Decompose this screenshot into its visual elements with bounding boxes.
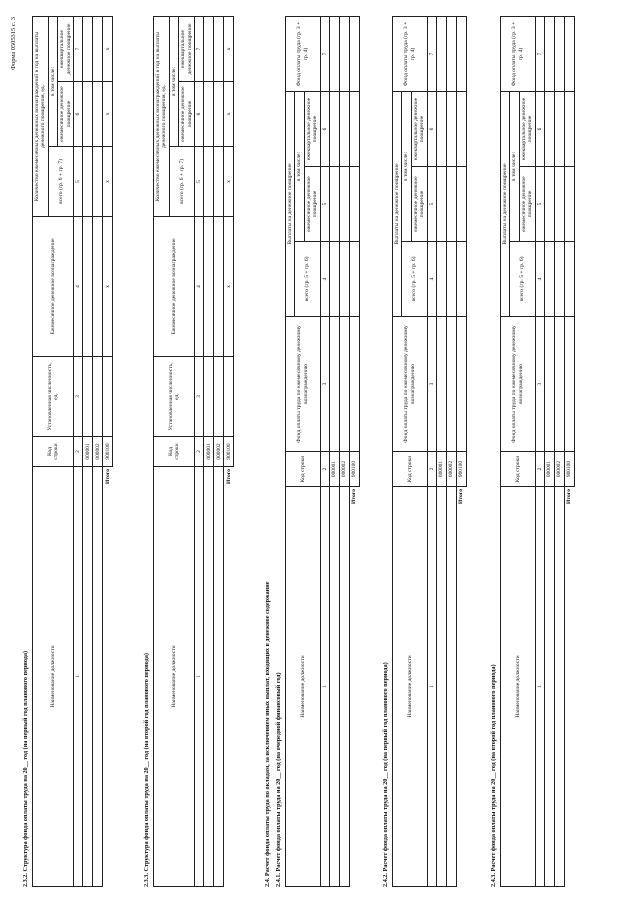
col-head-staff: Установленная численность, ед. — [154, 357, 195, 437]
col-number: 6 — [74, 82, 83, 147]
section-title: 2.3.3. Структура фонда оплаты труда на 20__ год (на второй год планового периода) — [143, 653, 150, 887]
table-row — [214, 17, 224, 887]
col-number: 5 — [320, 167, 329, 242]
col-number: 2 — [74, 437, 83, 467]
col-number: 1 — [195, 467, 204, 887]
col-head-incl: в том числе: — [295, 92, 304, 242]
col-number: 3 — [74, 357, 83, 437]
total-row — [349, 17, 359, 887]
col-number: 5 — [535, 167, 544, 242]
col-head-incl: в том числе: — [169, 17, 178, 147]
total-row — [564, 17, 574, 887]
col-head-staff: Установленная численность, ед. — [33, 357, 74, 437]
total-code: 900100 — [224, 437, 234, 467]
col-number: 1 — [427, 487, 436, 887]
col-head-payments: Выплаты на денежное поощрение — [286, 92, 295, 317]
col-number: 3 — [535, 317, 544, 452]
col-head-monthly-bonus: ежемесячное денежное поощрение — [304, 167, 320, 242]
form-number: Форма 0505315 с. 3 — [10, 17, 17, 70]
col-number: 6 — [320, 92, 329, 167]
col-number: 6 — [535, 92, 544, 167]
col-head-name: Наименование должности — [33, 467, 74, 887]
col-head-name: Наименование должности — [501, 487, 536, 887]
total-label: Итого — [104, 469, 111, 485]
table-row — [204, 17, 214, 887]
col-head-monthly-bonus: ежемесячное денежное поощрение — [519, 167, 535, 242]
col-number: 7 — [427, 17, 436, 92]
col-head-name: Наименование должности — [154, 467, 195, 887]
section-title: 2.4.3. Расчет фонда оплаты труда на 20__ год (на второй год планового периода) — [490, 664, 497, 887]
row-code: 000001 — [83, 437, 93, 467]
col-number: 4 — [74, 217, 83, 357]
col-number: 3 — [427, 317, 436, 452]
col-head-total: всего (гр. 6 + гр. 7) — [169, 147, 194, 217]
col-head-total: всего (гр. 5 + гр. 6) — [402, 242, 427, 317]
col-number: 7 — [74, 17, 83, 82]
calc-table-2-4-2 — [392, 16, 467, 887]
col-head-name: Наименование должности — [286, 487, 321, 887]
col-head-quarter-bonus: ежеквартальное денежное поощрение — [304, 92, 320, 167]
table-row — [544, 17, 554, 887]
table-row — [554, 17, 564, 887]
col-head-quarter-bonus: ежеквартальное денежное поощрение — [519, 92, 535, 167]
col-head-code: Код строки — [286, 452, 321, 487]
col-head-incl: в том числе: — [402, 92, 411, 242]
row-code: 000002 — [93, 437, 103, 467]
col-head-total: всего (гр. 6 + гр. 7) — [48, 147, 73, 217]
col-head-code: Код строки — [154, 437, 195, 467]
col-number: 7 — [320, 17, 329, 92]
col-number: 6 — [195, 82, 204, 147]
total-code: 900100 — [564, 452, 574, 487]
col-head-qty: Количество ежемесячных денежных вознаграждений в год на выплаты денежного поощрения, ед. — [154, 17, 170, 217]
col-number: 4 — [195, 217, 204, 357]
col-number: 1 — [535, 487, 544, 887]
col-number: 1 — [320, 487, 329, 887]
table-row — [93, 17, 103, 887]
total-row — [103, 17, 113, 887]
section-title: 2.4.2. Расчет фонда оплаты труда на 20__ год (на первый год планового периода) — [382, 662, 389, 887]
col-head-fot: Фонд оплаты труда (гр. 3 + гр. 4) — [501, 17, 536, 92]
col-head-fund: Фонд оплаты труда по ежемесячному денежному вознаграждению — [501, 317, 536, 452]
cell-x: x — [103, 147, 113, 217]
calc-table-2-4-3 — [500, 16, 575, 887]
total-label: Итого — [566, 489, 573, 505]
total-row — [224, 17, 234, 887]
table-row — [329, 17, 339, 887]
col-number: 7 — [195, 17, 204, 82]
col-head-incl: в том числе: — [510, 92, 519, 242]
col-head-fund: Фонд оплаты труда по ежемесячному денежному вознаграждению — [393, 317, 428, 452]
row-code: 000001 — [329, 452, 339, 487]
row-code: 000002 — [554, 452, 564, 487]
structure-table-2-3-3 — [153, 16, 234, 887]
col-number: 7 — [535, 17, 544, 92]
col-head-monthly: Ежемесячное денежное вознаграждение — [33, 217, 74, 357]
col-head-monthly-bonus: ежемесячное денежное поощрение — [179, 82, 195, 147]
col-head-quarter-bonus: ежеквартальное денежное поощрение — [411, 92, 427, 167]
cell-x: x — [224, 147, 234, 217]
col-head-fot: Фонд оплаты труда (гр. 3 + гр. 4) — [393, 17, 428, 92]
col-number: 1 — [74, 467, 83, 887]
section-title-2-4: 2.4. Расчет фонда оплаты труда по окладам, за исключением иных выплат, входящих в денежное содержание — [264, 581, 271, 887]
col-head-fot: Фонд оплаты труда (гр. 3 + гр. 4) — [286, 17, 321, 92]
table-row — [83, 17, 93, 887]
col-number: 4 — [535, 242, 544, 317]
col-head-code: Код строки — [501, 452, 536, 487]
col-head-payments: Выплаты на денежное поощрение — [393, 92, 402, 317]
col-number: 4 — [320, 242, 329, 317]
col-number: 2 — [427, 452, 436, 487]
total-code: 900100 — [349, 452, 359, 487]
total-label: Итого — [225, 469, 232, 485]
row-code: 000001 — [436, 452, 446, 487]
total-label: Итого — [351, 489, 358, 505]
cell-x: x — [103, 82, 113, 147]
row-code: 000002 — [446, 452, 456, 487]
cell-x: x — [103, 217, 113, 357]
cell-x: x — [224, 17, 234, 82]
col-number: 2 — [195, 437, 204, 467]
row-code: 000002 — [214, 437, 224, 467]
col-head-name: Наименование должности — [393, 487, 428, 887]
col-head-total: всего (гр. 5 + гр. 6) — [295, 242, 320, 317]
row-code: 000001 — [204, 437, 214, 467]
col-number: 2 — [320, 452, 329, 487]
col-head-total: всего (гр. 5 + гр. 6) — [510, 242, 535, 317]
total-code: 900100 — [103, 437, 113, 467]
section-title: 2.4.1. Расчет фонда оплаты труда на 20__ год (на очередной финансовый год) — [275, 672, 282, 887]
col-head-incl: в том числе: — [48, 17, 57, 147]
cell-x: x — [224, 82, 234, 147]
col-number: 3 — [320, 317, 329, 452]
total-label: Итого — [458, 489, 465, 505]
cell-x: x — [103, 17, 113, 82]
table-row — [339, 17, 349, 887]
total-code: 900100 — [456, 452, 466, 487]
col-number: 4 — [427, 242, 436, 317]
total-row — [456, 17, 466, 887]
calc-table-2-4-1 — [285, 16, 360, 887]
col-number: 5 — [427, 167, 436, 242]
structure-table-2-3-2 — [32, 16, 113, 887]
col-head-quarter-bonus: ежеквартальное денежное поощрение — [179, 17, 195, 82]
table-row — [446, 17, 456, 887]
col-number: 2 — [535, 452, 544, 487]
row-code: 000002 — [339, 452, 349, 487]
section-title: 2.3.2. Структура фонда оплаты труда на 20__ год (на первый год планового периода) — [22, 650, 29, 887]
col-number: 6 — [427, 92, 436, 167]
col-head-monthly: Ежемесячное денежное вознаграждение — [154, 217, 195, 357]
col-head-code: Код строки — [393, 452, 428, 487]
col-head-code: Код строки — [33, 437, 74, 467]
cell-x: x — [224, 217, 234, 357]
table-row — [436, 17, 446, 887]
col-head-monthly-bonus: ежемесячное денежное поощрение — [58, 82, 74, 147]
col-head-monthly-bonus: ежемесячное денежное поощрение — [411, 167, 427, 242]
col-head-quarter-bonus: ежеквартальное денежное поощрение — [58, 17, 74, 82]
col-number: 5 — [74, 147, 83, 217]
row-code: 000001 — [544, 452, 554, 487]
col-number: 3 — [195, 357, 204, 437]
col-head-qty: Количество ежемесячных денежных вознаграждений в год на выплаты денежного поощрения, ед. — [33, 17, 49, 217]
col-head-payments: Выплаты на денежное поощрение — [501, 92, 510, 317]
col-number: 5 — [195, 147, 204, 217]
col-head-fund: Фонд оплаты труда по ежемесячному денежному вознаграждению — [286, 317, 321, 452]
